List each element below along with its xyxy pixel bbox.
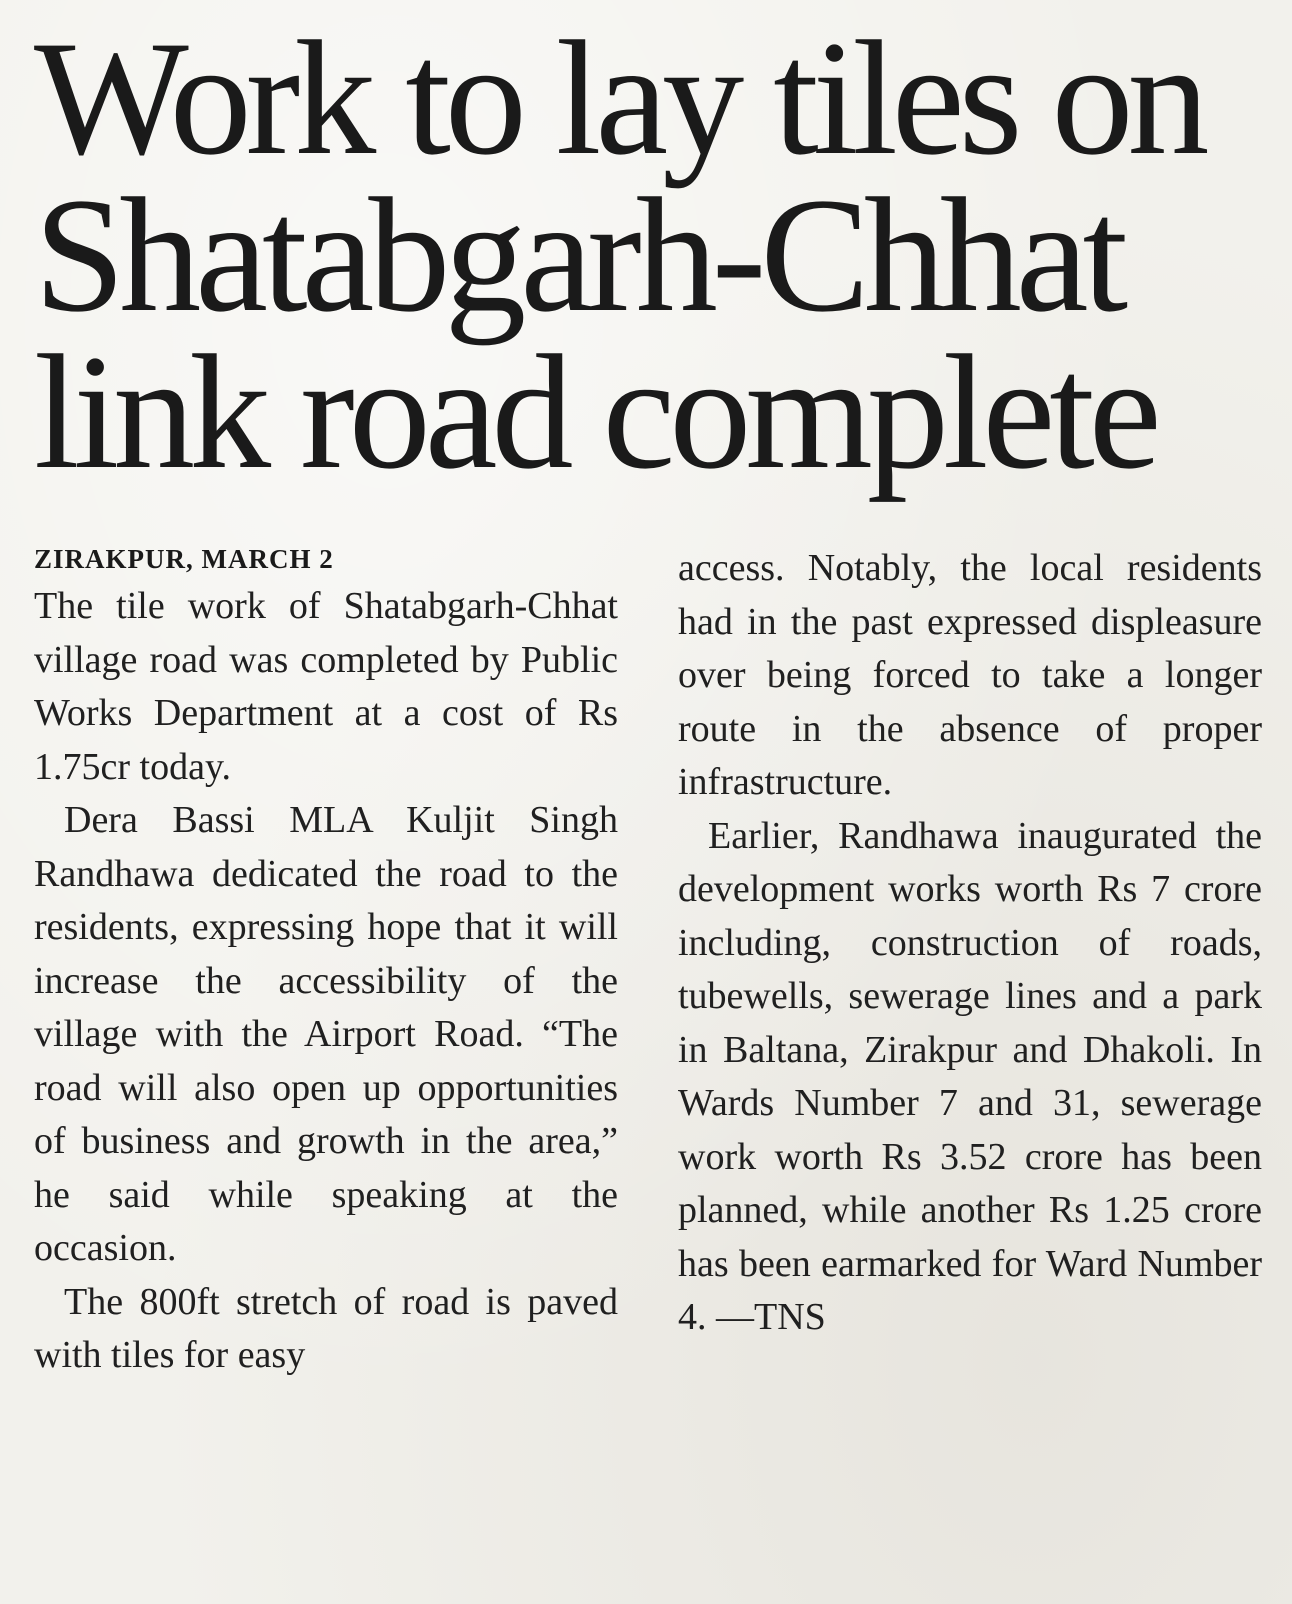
headline-line-1: Work to lay tiles on (34, 8, 1204, 189)
column-right (678, 542, 1262, 1345)
headline (34, 8, 1264, 503)
dateline: ZIRAKPUR, MARCH 2 (34, 544, 334, 574)
paragraph-3-continued: access. Notably, the local residents had in the past expressed displeasure over being forced to take a longer route in the absence of proper infrastructure. (678, 547, 1262, 803)
paragraph-1: The tile work of Shatabgarh-Chhat village road was completed by Public Works Department at a cost of Rs 1.75cr today. (34, 585, 618, 788)
headline-line-3: link road complete (34, 322, 1156, 503)
headline-line-2: Shatabgarh-Chhat (34, 165, 1123, 346)
article-body (34, 542, 1264, 1582)
paragraph-4: Earlier, Randhawa inaugurated the development works worth Rs 7 crore including, construction of roads, tubewells, sewerage lines and a park in Baltana, Zirakpur and Dhakoli. In Wards Number 7 and 31, sewerage work worth Rs 3.52 crore has been planned, while another Rs 1.25 crore has been earmarked for Ward Number 4. —TNS (678, 814, 1262, 1338)
paragraph-2: Dera Bassi MLA Kuljit Singh Randhawa dedicated the road to the residents, expressing hope that it will increase the accessibility of the village with the Airport Road. “The road will also open up opportunities of business and growth in the area,” he said while speaking at the occasion. (34, 799, 618, 1269)
paragraph-3-start: The 800ft stretch of road is paved with tiles for easy (34, 1280, 618, 1376)
column-left (34, 542, 618, 1383)
